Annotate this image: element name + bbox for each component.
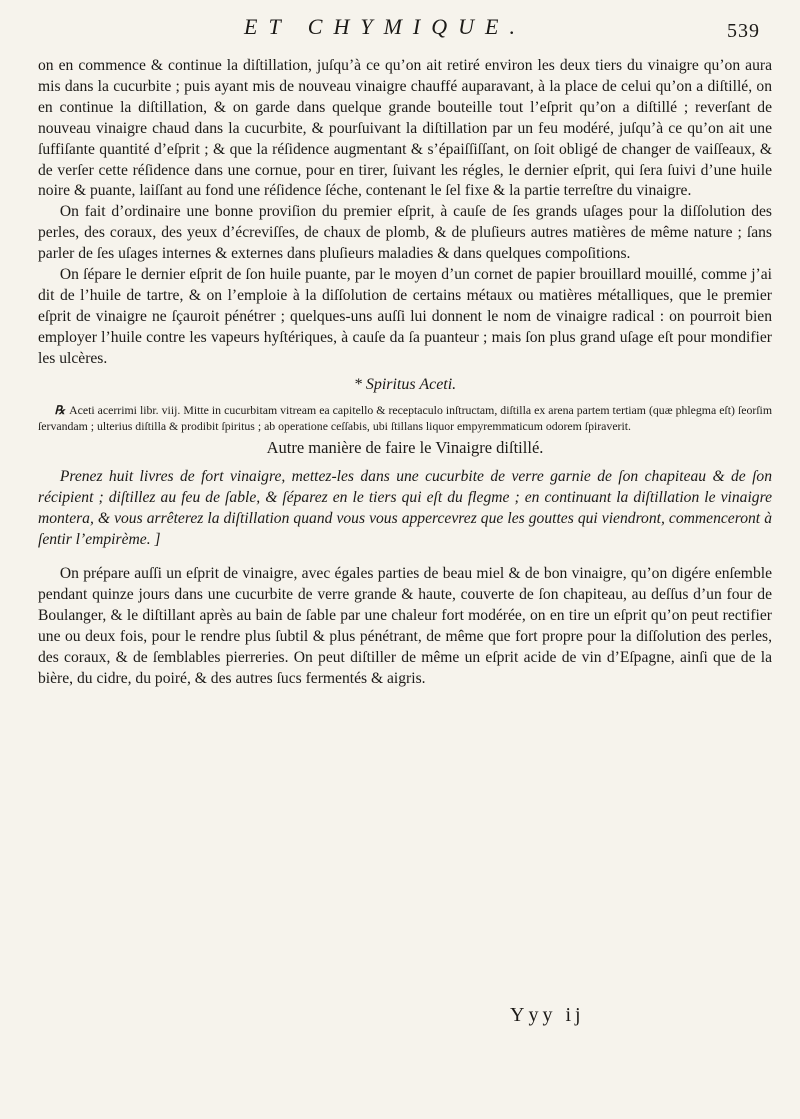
signature-mark: Yyy ij	[510, 1004, 585, 1026]
body-text	[38, 56, 772, 690]
paragraph-dernier-esprit: On ſépare le dernier eſprit de ſon huile puante, par le moyen d’un cornet de papier brouillard mouillé, comme j’ai dit de l’huile de tartre, & on l’emploie à la diſſolution de certains métaux ou matières métalliques, que le premier eſprit de vinaigre ne ſçauroit pénétrer ; quelques-uns auſſi lui donnent le nom de vinaigre radical : on pourroit bien employer l’huile contre les vapeurs hyſtériques, à cauſe da ſa puanteur ; mais ſon plus grand uſage eſt pour mondifier les ulcères.	[38, 266, 772, 367]
recipe-subtitle: Autre manière de faire le Vinaigre diſtillé.	[266, 437, 544, 457]
latin-recipe	[38, 402, 772, 434]
paragraph-premier-esprit: On fait d’ordinaire une bonne proviſion du premier eſprit, à cauſe de ſes grands uſages pour la diſſolution des perles, des coraux, des yeux d’écreviſſes, de chaux de plomb, & de pluſieurs autres matières de même nature ; ſans parler de ſes uſages internes & externes dans pluſieurs maladies & dans quelques compoſitions.	[38, 203, 772, 263]
paragraph-continuation: on en commence & continue la diſtillation, juſqu’à ce qu’on ait retiré environ les deux tiers du vinaigre qu’on aura mis dans la cucurbite ; puis ayant mis de nouveau vinaigre chauffé auparavant, à la place de celui qu’on a diſtillé, on en continue la diſtillation, & on garde dans quelque grande bouteille tout l’eſprit qu’on a diſtillé ; reverſant de nouveau vinaigre chaud dans la cucurbite, & pourſuivant la diſtillation par un feu modéré, juſqu’à ce qu’on ait une ſuffiſante quantité d’eſprit ; & que la réſidence augmentant & s’épaiſſiſſant, on ſoit obligé de changer de vaiſſeaux, & de verſer cette réſidence dans une cornue, pour en tirer, ſuivant les régles, le dernier eſprit, qui ſera ſuivi d’une huile noire & puante, laiſſant au fond une réſidence ſéche, contenant le ſel fixe & la partie terreſtre du vinaigre.	[38, 57, 772, 200]
page-number: 539	[727, 20, 760, 42]
recipe-title: * Spiritus Aceti.	[353, 375, 457, 393]
paragraph-closing: On prépare auſſi un eſprit de vinaigre, avec égales parties de beau miel & de bon vinaigre, qu’on digére enſemble pendant quinze jours dans une cucurbite de verre grande & haute, couverte de ſon chapiteau, au deſſus d’un four de Boulanger, & le diſtillant après au bain de ſable par une chaleur fort modérée, on en tire un eſprit qu’on peut rectifier une ou deux fois, pour le rendre plus ſubtil & plus pénétrant, de même que fort propre pour la diſſolution des perles, des coraux, & de ſemblables pierreries. On peut diſtiller de même un eſprit acide de vin d’Eſpagne, ainſi que de la bière, du cidre, du poiré, & des autres ſucs fermentés & aigris.	[38, 565, 772, 687]
running-head: ET CHYMIQUE.	[244, 14, 526, 39]
paragraph-spacer	[38, 550, 772, 564]
rx-symbol: ℞	[54, 402, 66, 417]
latin-recipe-text: Aceti acerrimi libr. viij. Mitte in cucurbitam vitream ea capitello & receptaculo inſtructam, diſtilla ex arena partem tertiam (quæ phlegma eſt) ſeorſim ſervandam ; ulterius diſtilla & prodibit ſpiritus ; ab operatione ceſſabis, ubi ſtillans liquor empyremmaticum odorem ſpiraverit.	[38, 402, 772, 433]
french-recipe: Prenez huit livres de fort vinaigre, mettez-les dans une cucurbite de verre garnie de ſon chapiteau & de ſon récipient ; diſtillez au feu de ſable, & ſéparez en le tiers qui eſt du flegme ; en continuant la diſtillation le vinaigre montera, & vous arrêterez la diſtillation quand vous vous appercevrez que les gouttes qui viendront, commenceront à ſentir l’empirème. ]	[38, 467, 772, 548]
page-header	[38, 10, 772, 50]
